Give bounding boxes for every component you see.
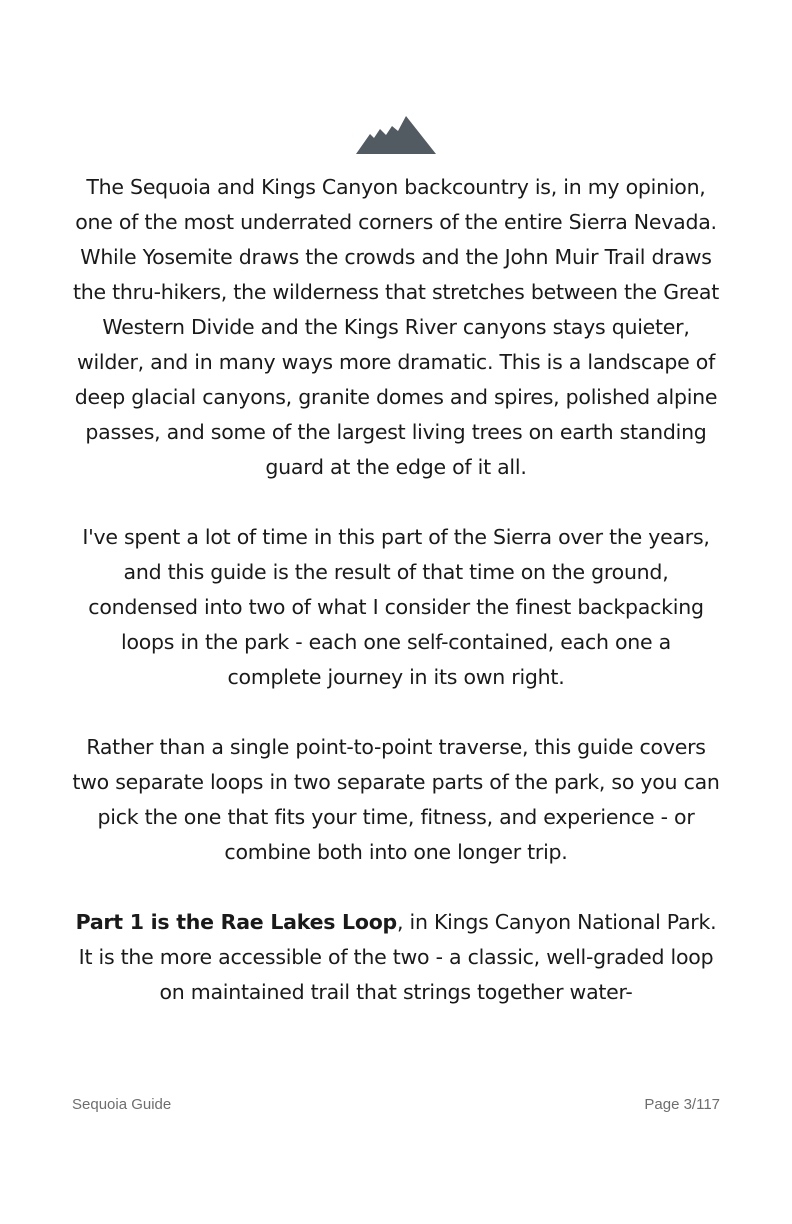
page-body: [72, 170, 720, 1010]
page-number: Page 3/117: [644, 1096, 720, 1113]
paragraph-intro: The Sequoia and Kings Canyon backcountry is, in my opinion, one of the most underrated corners of the entire Sierra Nevada. While Yosemite draws the crowds and the John Muir Trail draws the thru-hikers, the wilderness that stretches between the Great Western Divide and the Kings River canyons stays quieter, wilder, and in many ways more dramatic. This is a landscape of deep glacial canyons, granite domes and spires, polished alpine passes, and some of the largest living trees on earth standing guard at the edge of it all.: [72, 175, 720, 479]
part1-heading: Part 1 is the Rae Lakes Loop: [75, 910, 397, 934]
mountain-shape: [356, 116, 436, 154]
paragraph-overview: Rather than a single point-to-point traverse, this guide covers two separate loops in two separate parts of the park, so you can pick the one that fits your time, fitness, and experience - or combine both into one longer trip.: [72, 735, 720, 864]
mountain-icon: [356, 114, 436, 154]
paragraph-experience: I've spent a lot of time in this part of the Sierra over the years, and this guide is the result of that time on the ground, condensed into two of what I consider the finest backpacking loops in the park - each one self-contained, each one a complete journey in its own right.: [82, 525, 710, 689]
part1-text: , in Kings Canyon National Park. It is the more accessible of the two - a classic, well-graded loop on maintained trail that strings together water-: [78, 910, 717, 1004]
footer-title: Sequoia Guide: [72, 1096, 172, 1113]
paragraph-part1: [72, 905, 720, 1010]
